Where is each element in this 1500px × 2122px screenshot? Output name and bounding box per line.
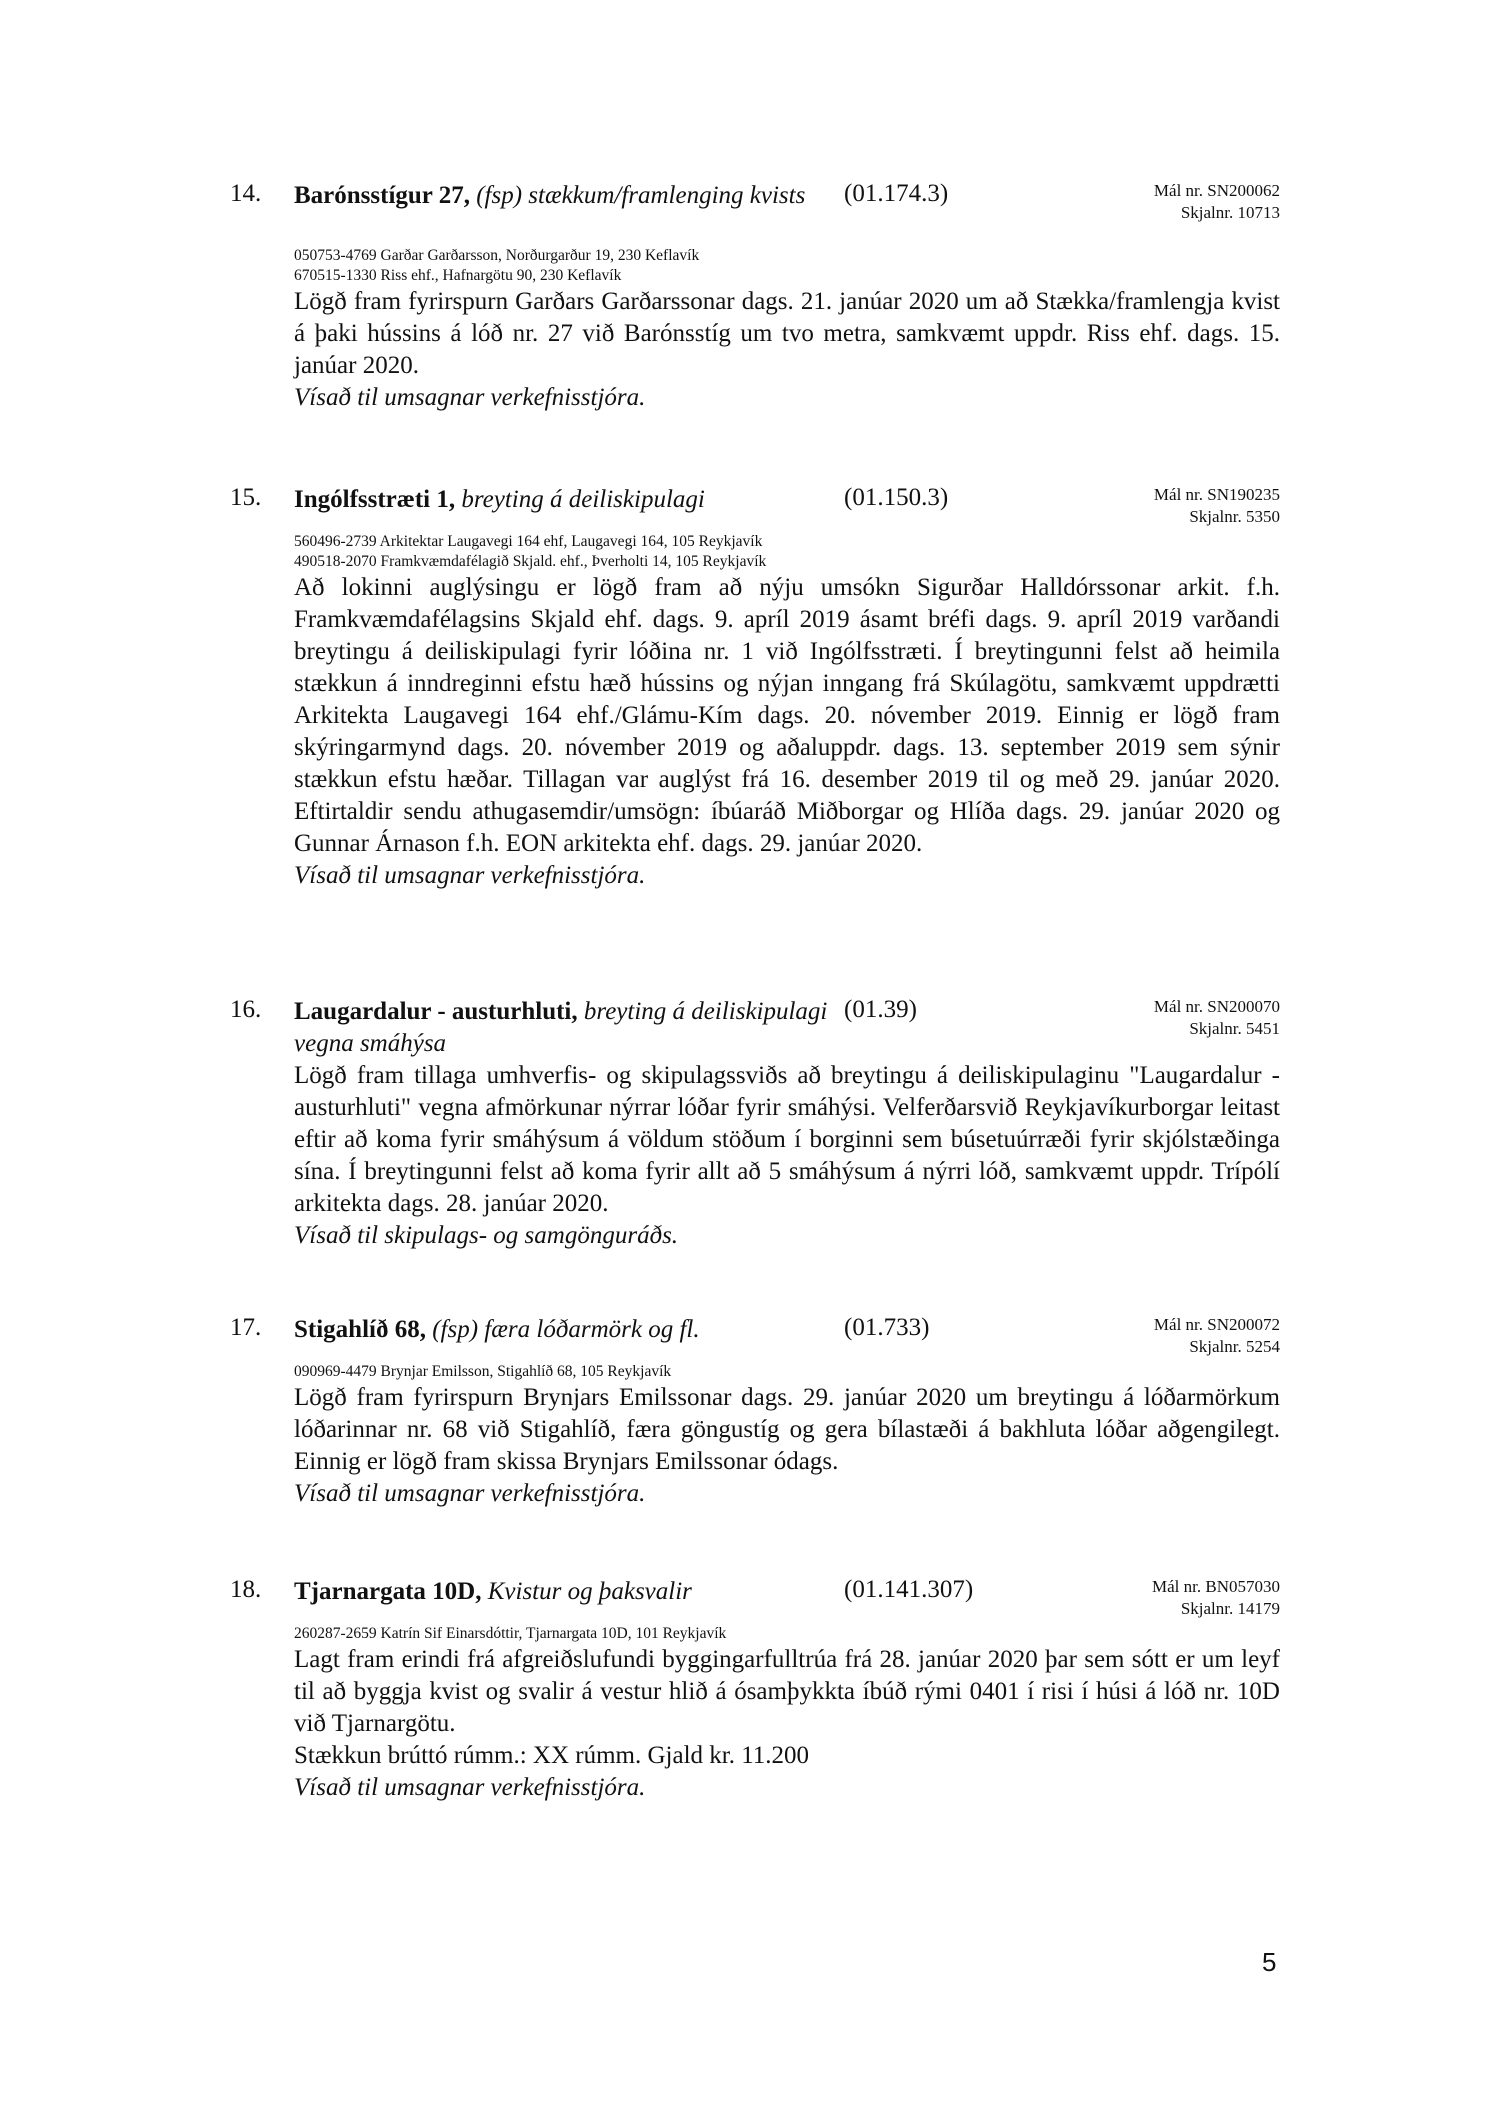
item-heading: [294, 180, 834, 212]
case-number: Mál nr. SN200062: [1153, 181, 1280, 200]
item-owners: [294, 246, 699, 286]
item-land-code: (01.733): [844, 1314, 930, 1341]
item-body: [294, 572, 1280, 892]
body-paragraph: Lögð fram tillaga umhverfis- og skipulagssviðs að breytingu á deiliskipulaginu "Laugardalur - austurhluti" vegna afmörkunar nýrrar lóðar fyrir smáhýsi. Velferðarsvið Reykjavíkurborgar leitast eftir að koma fyrir smáhýsum á völdum stöðum í borginni sem búsetuúrræði fyrir skjólstæðinga sína. Í breytingunni felst að koma fyrir allt að 5 smáhýsum á nýrri lóð, samkvæmt uppdr. Trípólí arkitekta dags. 28. janúar 2020.: [294, 1062, 1280, 1217]
item-refs: [1154, 996, 1280, 1040]
item-street: Ingólfsstræti 1,: [294, 486, 456, 513]
item-street: Laugardalur - austurhluti,: [294, 998, 578, 1025]
item-subject: (fsp) stækkum/framlenging kvists: [476, 182, 806, 209]
case-number: Mál nr. SN190235: [1153, 485, 1280, 504]
document-number: Skjalnr. 5451: [1189, 1019, 1280, 1038]
item-conclusion: Vísað til umsagnar verkefnisstjóra.: [294, 862, 646, 889]
item-heading: [294, 996, 834, 1060]
owner-line: 670515-1330 Riss ehf., Hafnargötu 90, 230 Keflavík: [294, 267, 622, 284]
item-number: 18.: [230, 1576, 262, 1603]
item-land-code: (01.141.307): [844, 1576, 974, 1603]
case-number: Mál nr. SN200070: [1153, 997, 1280, 1016]
item-subject: (fsp) færa lóðarmörk og fl.: [432, 1316, 700, 1343]
item-land-code: (01.39): [844, 996, 917, 1023]
item-number: 14.: [230, 180, 262, 207]
item-refs: [1154, 1314, 1280, 1358]
page-number: 5: [1262, 1947, 1277, 1977]
item-street: Barónsstígur 27,: [294, 182, 470, 209]
document-number: Skjalnr. 5254: [1189, 1337, 1280, 1356]
item-body: [294, 1644, 1280, 1804]
body-paragraph: Lögð fram fyrirspurn Brynjars Emilssonar dags. 29. janúar 2020 um breytingu á lóðarmörkum lóðarinnar nr. 68 við Stigahlíð, færa göngustíg og gera bílastæði á bakhluta lóðar aðgengilegt. Einnig er lögð fram skissa Brynjars Emilssonar ódags.: [294, 1384, 1280, 1475]
item-conclusion: Vísað til skipulags- og samgönguráðs.: [294, 1222, 679, 1249]
owner-line: 090969-4479 Brynjar Emilsson, Stigahlíð 68, 105 Reykjavík: [294, 1363, 672, 1380]
item-land-code: (01.174.3): [844, 180, 949, 207]
item-land-code: (01.150.3): [844, 484, 949, 511]
owner-line: 260287-2659 Katrín Sif Einarsdóttir, Tjarnargata 10D, 101 Reykjavík: [294, 1625, 727, 1642]
case-number: Mál nr. SN200072: [1153, 1315, 1280, 1334]
item-body: [294, 1060, 1280, 1252]
body-paragraph: Að lokinni auglýsingu er lögð fram að nýju umsókn Sigurðar Halldórssonar arkit. f.h. Framkvæmdafélagsins Skjald ehf. dags. 9. apríl 2019 ásamt bréfi dags. 9. apríl 2019 varðandi breytingu á deiliskipulagi fyrir lóðina nr. 1 við Ingólfsstræti. Í breytingunni felst að heimila stækkun á inndreginni efstu hæð hússins og nýjan inngang frá Skúlagötu, samkvæmt uppdrætti Arkitekta Laugavegi 164 ehf./Glámu-Kím dags. 20. nóvember 2019. Einnig er lögð fram skýringarmynd dags. 20. nóvember 2019 og aðaluppdr. dags. 13. september 2019 sem sýnir stækkun efstu hæðar. Tillagan var auglýst frá 16. desember 2019 til og með 29. janúar 2020. Eftirtaldir sendu athugasemdir/umsögn: íbúaráð Miðborgar og Hlíða dags. 29. janúar 2020 og Gunnar Árnason f.h. EON arkitekta ehf. dags. 29. janúar 2020.: [294, 574, 1280, 857]
body-paragraph: Stækkun brúttó rúmm.: XX rúmm. Gjald kr. 11.200: [294, 1742, 810, 1769]
owner-line: 050753-4769 Garðar Garðarsson, Norðurgarður 19, 230 Keflavík: [294, 247, 700, 264]
body-paragraph: Lagt fram erindi frá afgreiðslufundi byggingarfulltrúa frá 28. janúar 2020 þar sem sótt er um leyf til að byggja kvist og svalir á vestur hlið á ósamþykkta íbúð rými 0401 í risi í húsi á lóð nr. 10D við Tjarnargötu.: [294, 1646, 1280, 1737]
item-street: Tjarnargata 10D,: [294, 1578, 482, 1605]
item-subject: breyting á deiliskipulagi: [461, 486, 705, 513]
item-conclusion: Vísað til umsagnar verkefnisstjóra.: [294, 1774, 646, 1801]
item-refs: [1152, 1576, 1280, 1620]
document-number: Skjalnr. 10713: [1180, 203, 1280, 222]
item-heading: [294, 484, 834, 516]
item-subject: Kvistur og þaksvalir: [487, 1578, 692, 1605]
item-number: 15.: [230, 484, 262, 511]
item-owners: [294, 1362, 671, 1382]
item-number: 17.: [230, 1314, 262, 1341]
item-refs: [1154, 484, 1280, 528]
item-owners: [294, 532, 766, 572]
item-body: [294, 286, 1280, 414]
item-heading: [294, 1314, 834, 1346]
item-street: Stigahlíð 68,: [294, 1316, 426, 1343]
item-conclusion: Vísað til umsagnar verkefnisstjóra.: [294, 384, 646, 411]
item-heading: [294, 1576, 834, 1608]
document-number: Skjalnr. 14179: [1180, 1599, 1280, 1618]
item-body: [294, 1382, 1280, 1510]
item-subject: breyting á deiliskipulagi vegna smáhýsa: [294, 998, 828, 1057]
item-conclusion: Vísað til umsagnar verkefnisstjóra.: [294, 1480, 646, 1507]
item-number: 16.: [230, 996, 262, 1023]
item-refs: [1154, 180, 1280, 224]
owner-line: 560496-2739 Arkitektar Laugavegi 164 ehf, Laugavegi 164, 105 Reykjavík: [294, 533, 763, 550]
body-paragraph: Lögð fram fyrirspurn Garðars Garðarssonar dags. 21. janúar 2020 um að Stækka/framlengja kvist á þaki hússins á lóð nr. 27 við Barónsstíg um tvo metra, samkvæmt uppdr. Riss ehf. dags. 15. janúar 2020.: [294, 288, 1280, 379]
document-number: Skjalnr. 5350: [1189, 507, 1280, 526]
item-owners: [294, 1624, 726, 1644]
owner-line: 490518-2070 Framkvæmdafélagið Skjald. ehf., Þverholti 14, 105 Reykjavík: [294, 553, 767, 570]
case-number: Mál nr. BN057030: [1152, 1577, 1280, 1596]
